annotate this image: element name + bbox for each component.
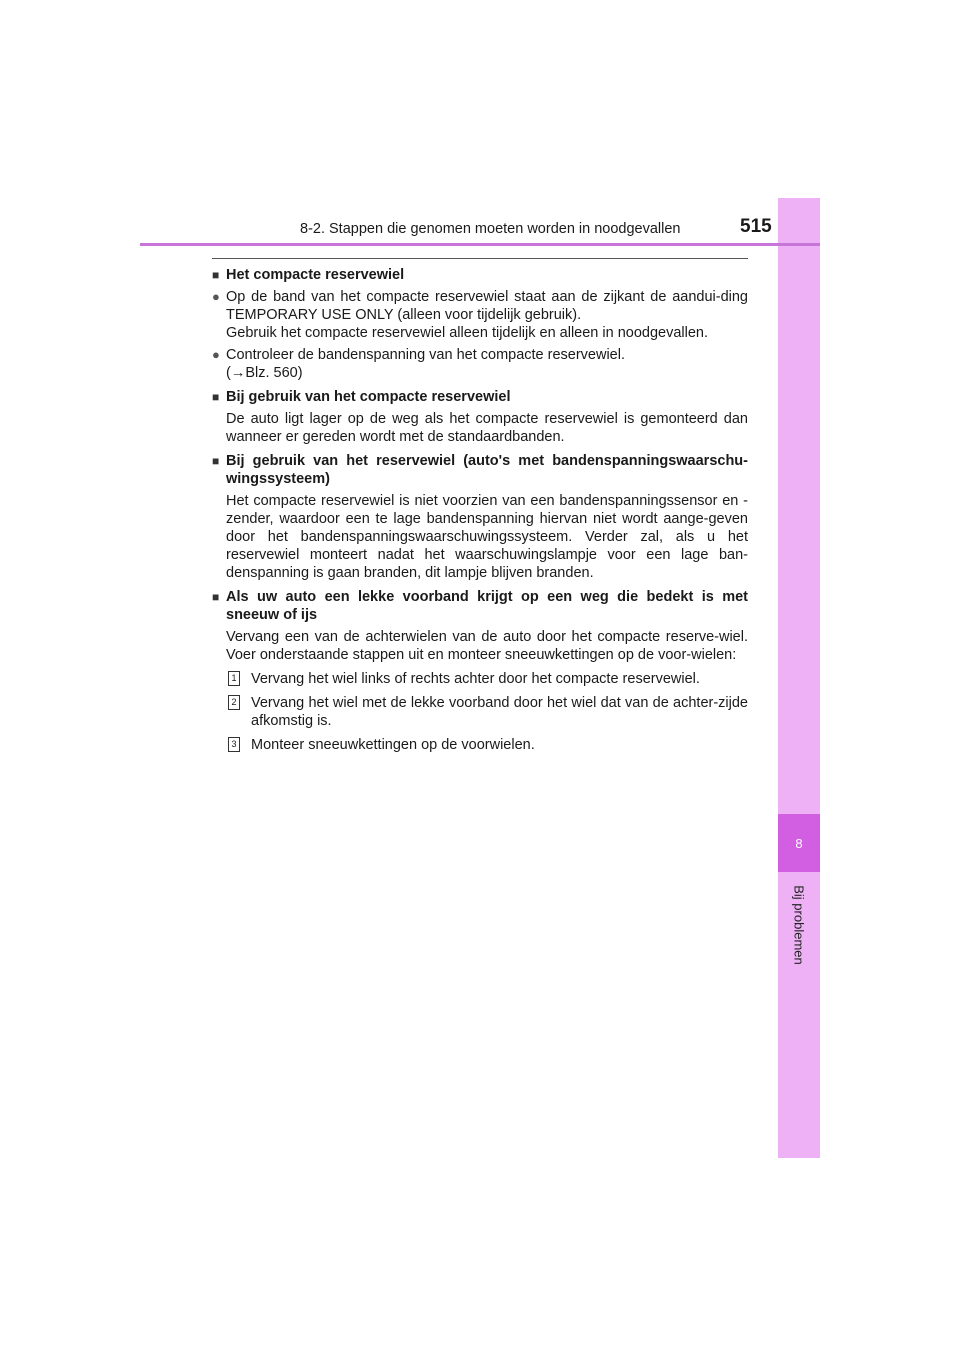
- content-rule: [212, 258, 748, 259]
- section-compact-spare: [212, 266, 748, 382]
- circle-bullet-icon: ●: [212, 289, 220, 304]
- section-body: De auto ligt lager op de weg als het compacte reservewiel is gemonteerd dan wanneer er gereden wordt met de standaardbanden.: [226, 411, 748, 445]
- section-title: Als uw auto een lekke voorband krijgt op een weg die bedekt is met sneeuw of ijs: [226, 589, 748, 623]
- side-tab-strip: [778, 198, 820, 1158]
- step-list: [226, 670, 748, 754]
- section-tpws: [212, 452, 748, 582]
- square-bullet-icon: ■: [212, 268, 220, 282]
- square-bullet-icon: ■: [212, 454, 220, 468]
- section-title: Bij gebruik van het reservewiel (auto's met bandenspanningswaarschu-wingssysteem): [226, 453, 748, 487]
- page-reference-link[interactable]: (→Blz. 560): [226, 365, 303, 381]
- header-title: 8-2. Stappen die genomen moeten worden in noodgevallen: [300, 221, 681, 237]
- step-item: [226, 694, 748, 730]
- bullet-text: Gebruik het compacte reservewiel alleen tijdelijk en alleen in noodgevallen.: [226, 325, 709, 341]
- chapter-label: Bij problemen: [791, 885, 807, 965]
- step-number-badge: 2: [228, 695, 240, 710]
- step-text: Monteer sneeuwkettingen op de voorwielen.: [251, 737, 535, 753]
- step-text: Vervang het wiel links of rechts achter door het compacte reservewiel.: [251, 671, 700, 687]
- step-item: [226, 670, 748, 688]
- section-using-compact-spare: [212, 388, 748, 446]
- section-snow-ice: [212, 588, 748, 754]
- step-number-badge: 3: [228, 737, 240, 752]
- list-item: [212, 288, 748, 342]
- square-bullet-icon: ■: [212, 590, 220, 604]
- section-title: Bij gebruik van het compacte reservewiel: [226, 389, 511, 405]
- page-number: 515: [740, 216, 772, 237]
- chapter-number: 8: [795, 835, 803, 851]
- step-number-badge: 1: [228, 671, 240, 686]
- bullet-text: Op de band van het compacte reservewiel staat aan de zijkant de aandui-ding TEMPORARY USE ONLY (alleen voor tijdelijk gebruik).: [226, 289, 748, 323]
- step-item: [226, 736, 748, 754]
- bullet-text: Controleer de bandenspanning van het compacte reservewiel.: [226, 347, 625, 363]
- section-body: Vervang een van de achterwielen van de auto door het compacte reserve-wiel. Voer onderstaande stappen uit en monteer sneeuwkettingen op de voor-wielen:: [226, 629, 748, 663]
- chapter-number-tab: [778, 814, 820, 872]
- square-bullet-icon: ■: [212, 390, 220, 404]
- list-item: [212, 346, 748, 382]
- page-content: [212, 266, 748, 760]
- header-rule: [140, 243, 820, 246]
- circle-bullet-icon: ●: [212, 347, 220, 362]
- section-body: Het compacte reservewiel is niet voorzien van een bandenspanningssensor en -zender, waardoor een te lage bandenspanning hiervan niet wordt aange-geven door het bandenspanningswaarschuwingssysteem. Verder zal, als u het reservewiel monteert nadat het waarschuwingslampje voor een lage ban-denspanning is gaan branden, dit lampje blijven branden.: [226, 493, 748, 581]
- section-title: Het compacte reservewiel: [226, 267, 405, 283]
- step-text: Vervang het wiel met de lekke voorband door het wiel dat van de achter-zijde afkomstig is.: [251, 695, 748, 729]
